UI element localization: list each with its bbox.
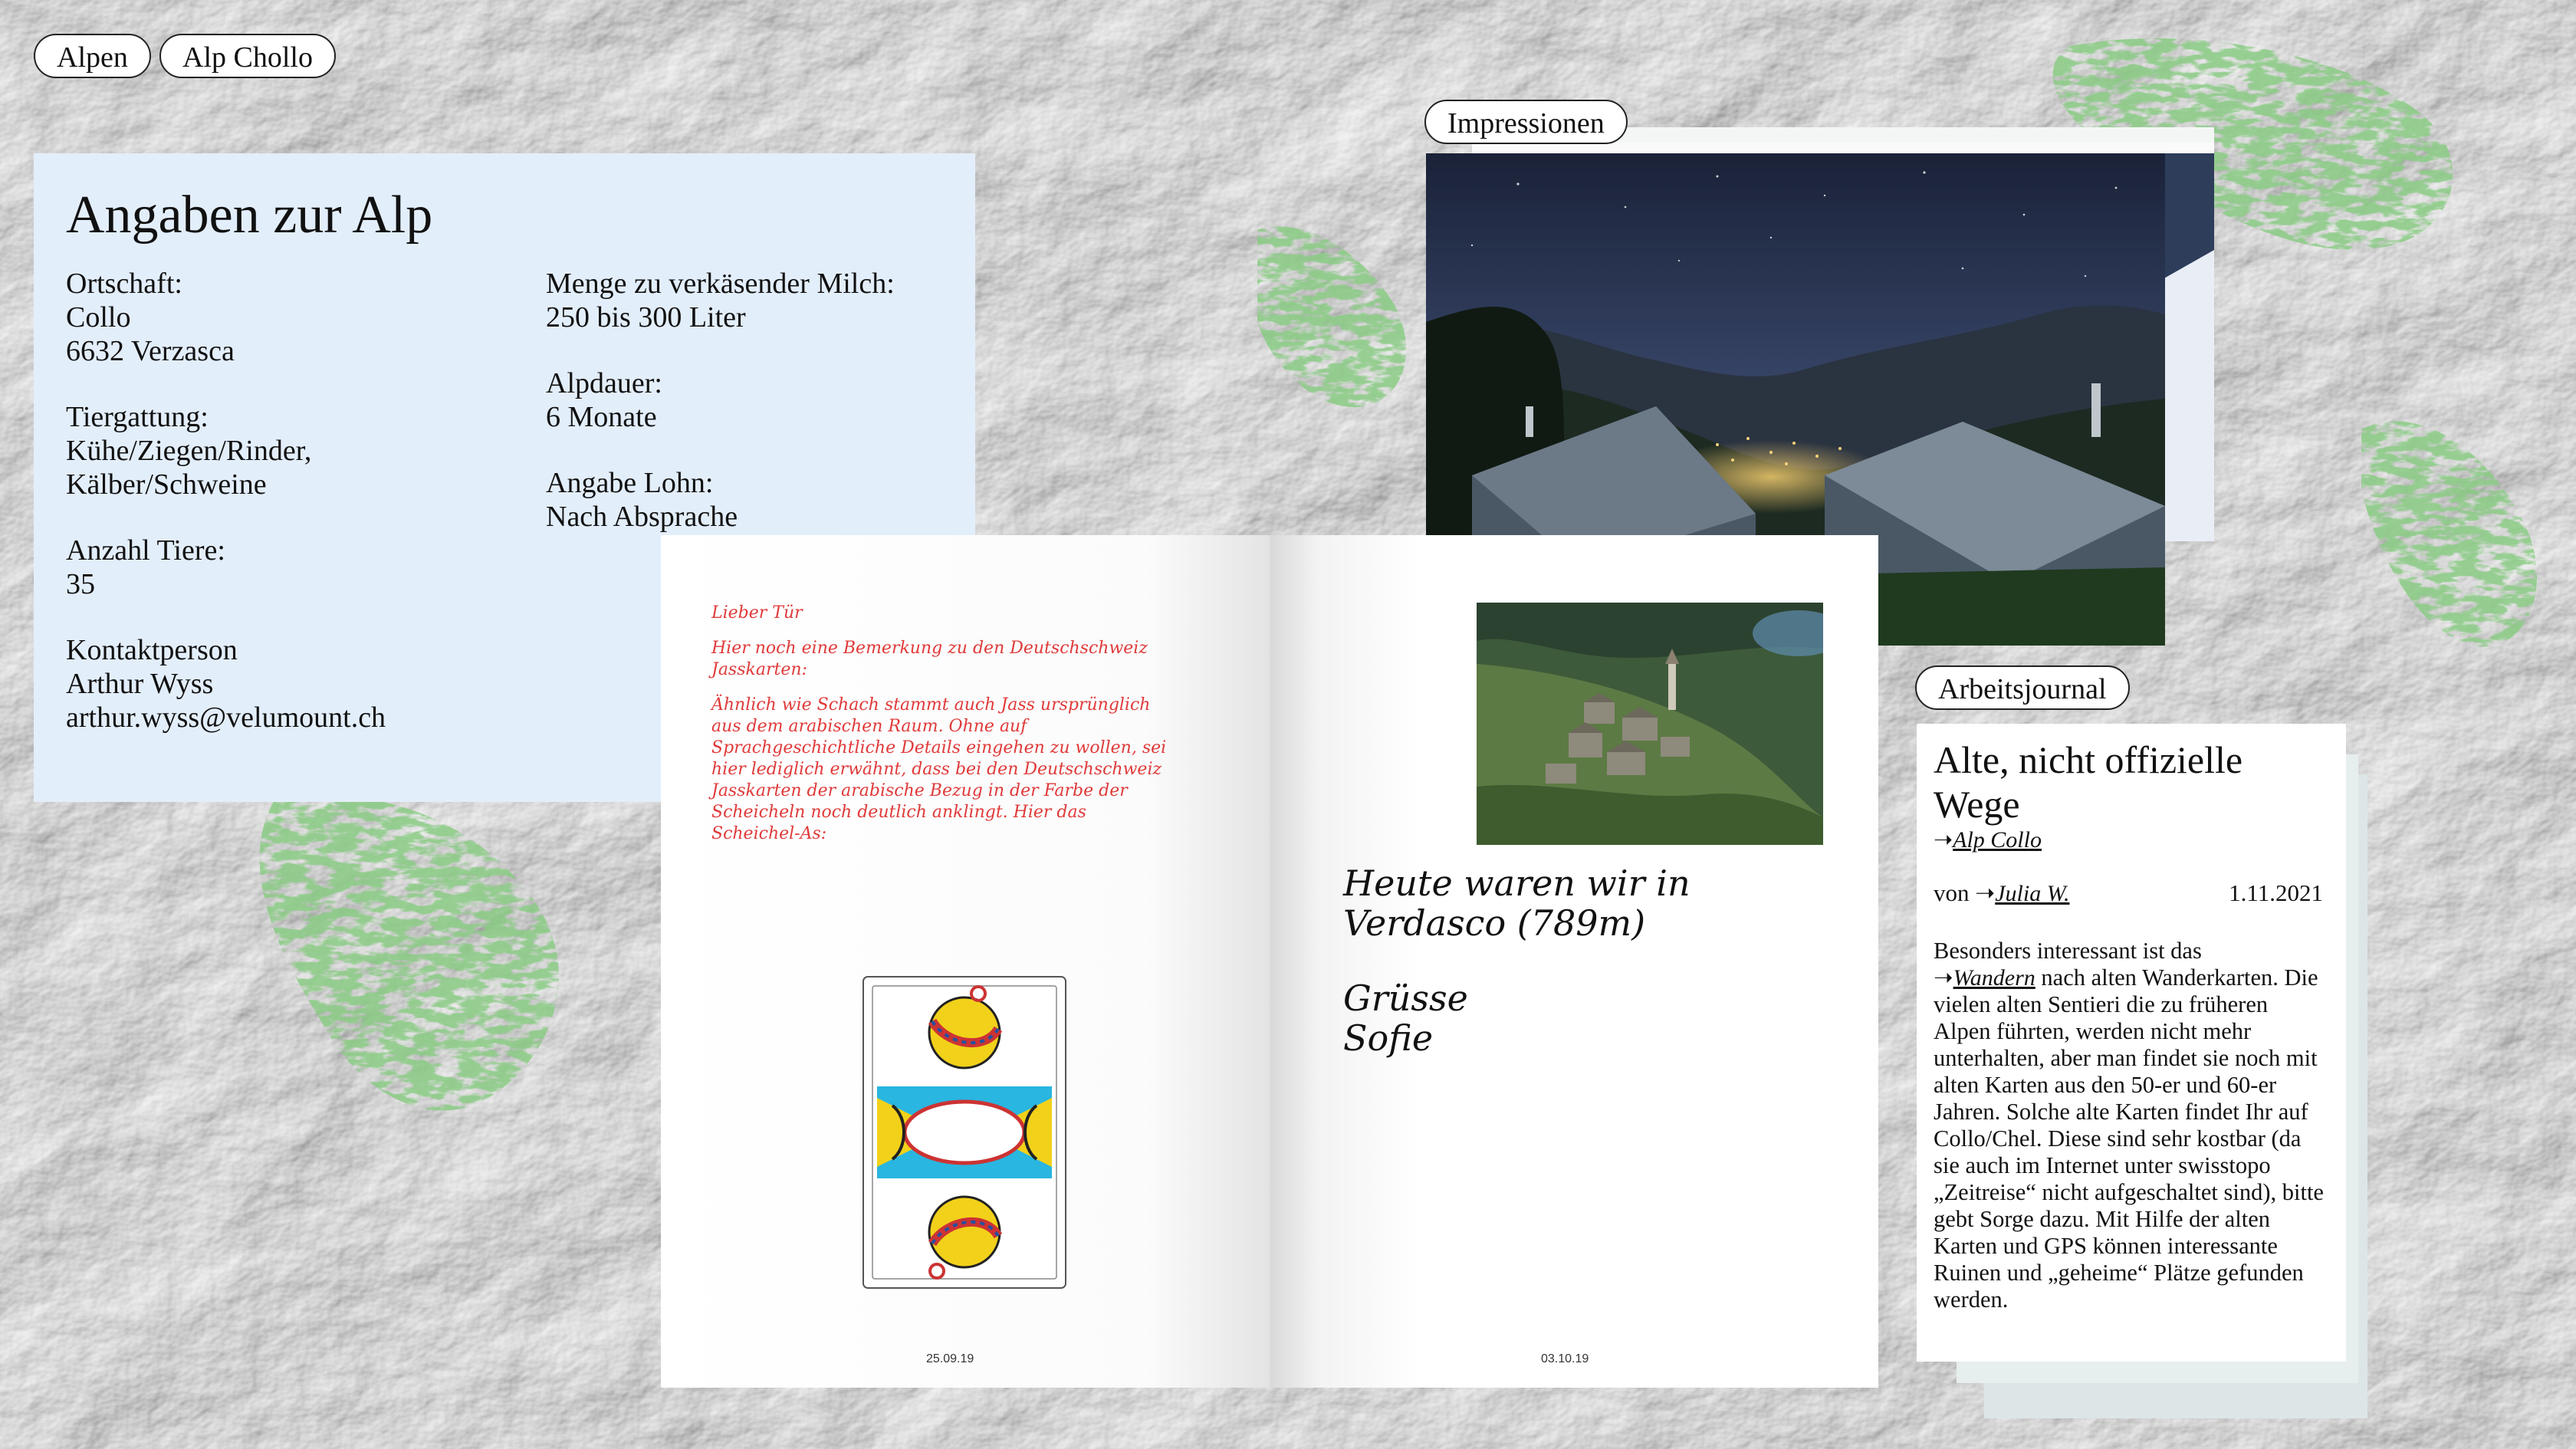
handwritten-greeting <box>1343 978 1468 1058</box>
handwritten-line: Heute waren wir in <box>1343 863 1691 904</box>
info-value: Kühe/Ziegen/Rinder, <box>66 435 312 467</box>
info-contact <box>66 633 386 734</box>
info-label: Alpdauer: <box>546 367 662 399</box>
journal-author: Julia W. <box>1995 881 2070 906</box>
photo-verdasco-village[interactable] <box>1477 603 1823 845</box>
journal-body-text: nach alten Wanderkarten. Die vielen alten Sentieri die zu früheren Alpen führten, werden nicht mehr unterhalten, aber man findet sie noch mit alten Karten aus den 50-er und 60-er Jahren. Solche alte Karten findet Ihr auf Collo/Chel. Diese sind sehr kostbar (da sie auch im Internet unter swisstopo „Zeitreise“ nicht aufgeschaltet sind), bitte gebt Sorge dazu. Mit Hilfe der alten Karten und GPS können interessante Ruinen und „geheime“ Plätze gefunden werden. <box>1934 964 2324 1313</box>
letter-paragraph: Hier noch eine Bemerkung zu den Deutschschweiz Jasskarten: <box>711 639 1148 679</box>
info-value: 6632 Verzasca <box>66 335 235 367</box>
arrow-right-icon: ➝ <box>1934 827 1953 853</box>
journal-alp-link-text: Alp Collo <box>1953 827 2042 853</box>
greeting-signature: Sofie <box>1343 1017 1434 1059</box>
arrow-right-icon: ➝ <box>1934 964 1953 991</box>
info-column-right <box>546 267 895 566</box>
info-label: Ortschaft: <box>66 268 182 300</box>
info-value: 35 <box>66 568 95 600</box>
breadcrumb-item-alp-chollo[interactable]: Alp Chollo <box>159 34 336 78</box>
info-column-left <box>66 267 386 767</box>
letter-text <box>711 603 1171 859</box>
info-label: Angabe Lohn: <box>546 467 714 499</box>
info-animal-types <box>66 400 386 501</box>
info-wage <box>546 466 895 534</box>
letter-paragraph: Ähnlich wie Schach stammt auch Jass ursprünglich aus dem arabischen Raum. Ohne auf Sprachgeschichtliche Details eingehen zu wollen, sei hier lediglich erwähnt, dass bei den Deutschschweiz Jasskarten der arabische Bezug in der Farbe der Scheicheln noch deutlich anklingt. Hier das Scheichel-As: <box>711 695 1167 843</box>
journal-label[interactable]: Arbeitsjournal <box>1915 665 2130 710</box>
journal-by-label: von <box>1934 879 1970 906</box>
journal-meta <box>1934 879 2329 910</box>
info-label: Menge zu verkäsender Milch: <box>546 268 895 300</box>
contact-email[interactable]: arthur.wyss@velumount.ch <box>66 702 386 734</box>
breadcrumb-item-alpen[interactable]: Alpen <box>34 34 151 78</box>
impressions-label[interactable]: Impressionen <box>1424 100 1628 144</box>
journal-author-link[interactable] <box>1975 879 2069 906</box>
jass-card-schellen-ace <box>862 975 1067 1290</box>
info-label: Anzahl Tiere: <box>66 534 225 567</box>
journal-wandern-link[interactable] <box>1934 964 2036 991</box>
info-location <box>66 267 386 368</box>
arrow-right-icon: ➝ <box>1975 879 1996 906</box>
open-book[interactable] <box>661 535 1878 1388</box>
page-date-right: 03.10.19 <box>1541 1352 1589 1365</box>
greeting-line: Grüsse <box>1343 978 1468 1019</box>
info-value: Nach Absprache <box>546 501 738 533</box>
info-value: Kälber/Schweine <box>66 468 267 501</box>
letter-salutation: Lieber Tür <box>711 603 803 623</box>
info-title: Angaben zur Alp <box>66 186 433 245</box>
journal-body-text: Besonders interessant ist das <box>1934 938 2202 964</box>
info-milk-quantity <box>546 267 895 334</box>
journal-title: Alte, nicht offizielle Wege <box>1934 738 2243 826</box>
journal-body <box>1934 938 2329 1313</box>
journal-wandern-link-text: Wandern <box>1953 965 2036 991</box>
info-duration <box>546 366 895 434</box>
journal-date: 1.11.2021 <box>2229 879 2323 906</box>
handwritten-note <box>1343 863 1691 943</box>
info-value: Collo <box>66 301 131 334</box>
page-date-left: 25.09.19 <box>926 1352 974 1365</box>
journal-entry-card[interactable] <box>1917 724 2346 1362</box>
info-label: Tiergattung: <box>66 401 209 433</box>
info-label: Kontaktperson <box>66 634 238 666</box>
info-value: 250 bis 300 Liter <box>546 301 746 334</box>
handwritten-line: Verdasco (789m) <box>1343 902 1646 944</box>
info-value: Arthur Wyss <box>66 668 214 700</box>
book-page-right <box>1270 535 1878 1388</box>
info-value: 6 Monate <box>546 401 657 433</box>
info-animal-count <box>66 534 386 601</box>
journal-alp-link[interactable] <box>1934 826 2329 853</box>
book-page-left <box>661 535 1270 1388</box>
